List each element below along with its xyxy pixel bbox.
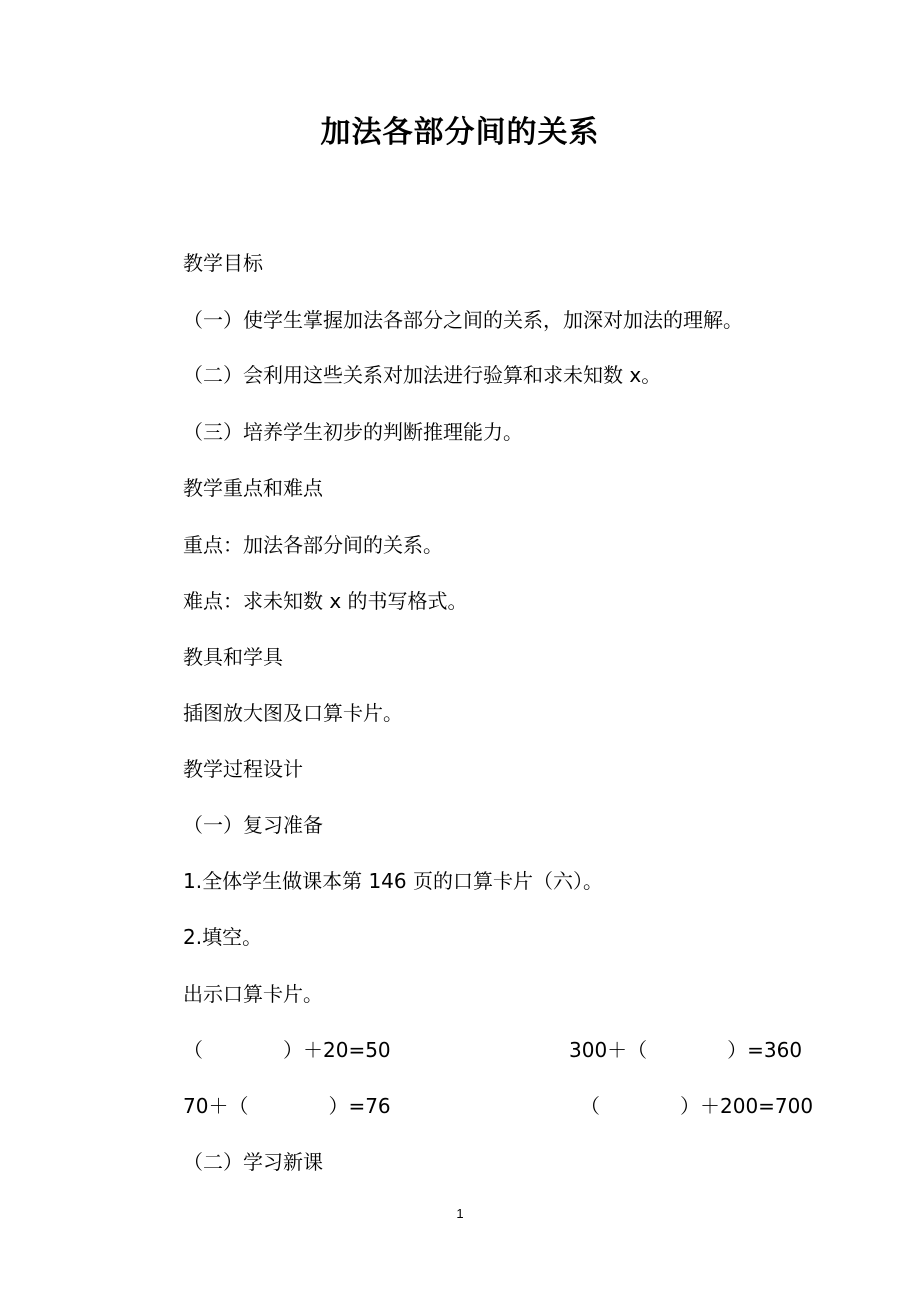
review-item-2: 2.填空。 xyxy=(183,925,263,949)
page-number: 1 xyxy=(456,1206,464,1221)
section-new-lesson: （二）学习新课 xyxy=(183,1150,323,1174)
review-item-1: 1.全体学生做课本第 146 页的口算卡片（六）。 xyxy=(183,869,603,893)
heading-teaching-goals: 教学目标 xyxy=(183,251,263,275)
exercise-2-right: （ ）＋200=700 xyxy=(580,1094,814,1118)
document-title: 加法各部分间的关系 xyxy=(320,115,600,150)
section-review: （一）复习准备 xyxy=(183,813,323,837)
heading-process-design: 教学过程设计 xyxy=(183,757,303,781)
exercise-row-2 xyxy=(183,1091,814,1121)
key-point: 重点：加法各部分间的关系。 xyxy=(183,533,443,557)
difficult-point: 难点：求未知数 x 的书写格式。 xyxy=(183,589,468,613)
exercise-row-1 xyxy=(183,1035,803,1065)
goal-1: （一）使学生掌握加法各部分之间的关系，加深对加法的理解。 xyxy=(183,308,743,332)
heading-teaching-aids: 教具和学具 xyxy=(183,645,283,669)
exercise-1-right: 300＋（ ）=360 xyxy=(569,1038,803,1062)
exercise-1-left: （ ）＋20=50 xyxy=(183,1038,391,1062)
exercise-2-left: 70＋（ ）=76 xyxy=(183,1094,391,1118)
heading-key-points: 教学重点和难点 xyxy=(183,476,323,500)
show-cards: 出示口算卡片。 xyxy=(183,982,323,1006)
teaching-aids: 插图放大图及口算卡片。 xyxy=(183,701,403,725)
goal-2: （二）会利用这些关系对加法进行验算和求未知数 x。 xyxy=(183,363,662,387)
goal-3: （三）培养学生初步的判断推理能力。 xyxy=(183,420,523,444)
